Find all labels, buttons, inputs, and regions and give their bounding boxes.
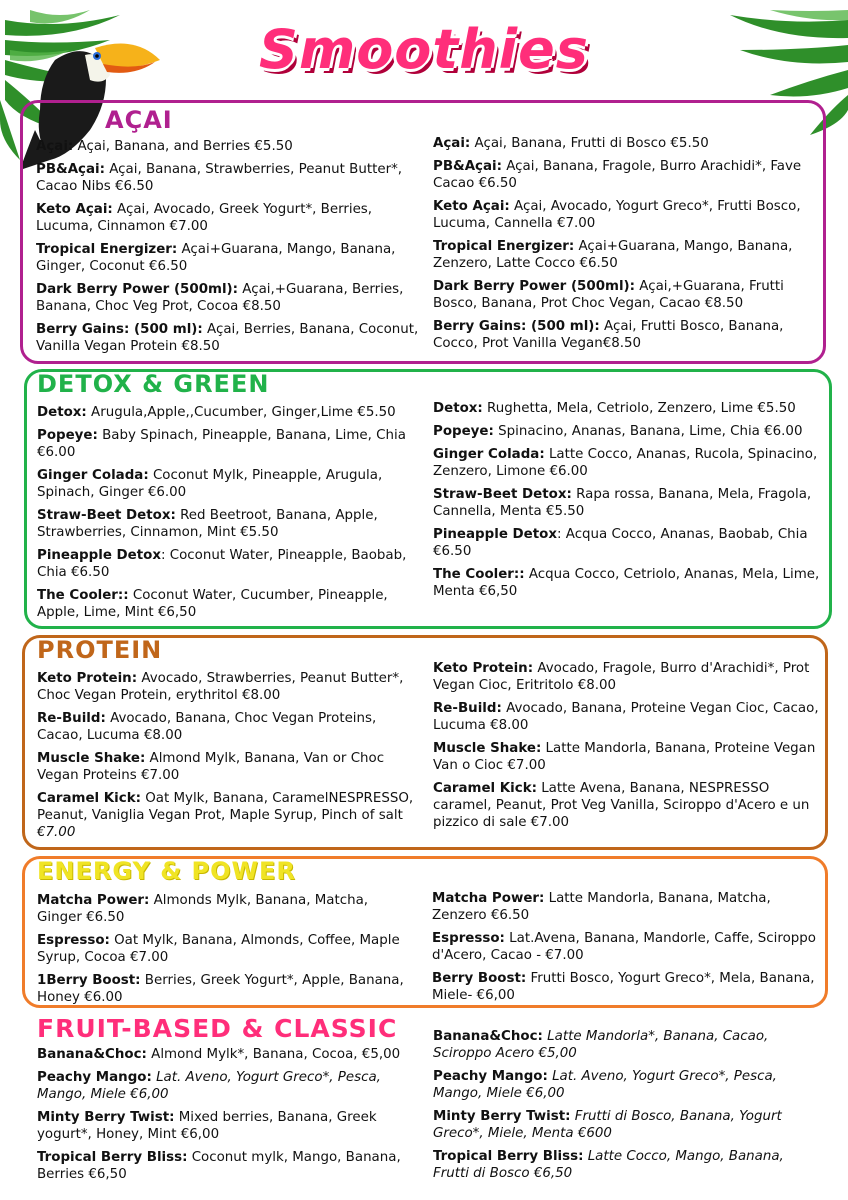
menu-item-name: Tropical Energizer: [36,242,178,257]
menu-item-name: Straw-Beet Detox: [37,508,176,523]
menu-item-description: Almond Mylk*, Banana, Cocoa, €5,00 [146,1047,401,1062]
menu-item-name: Ginger Colada: [37,468,149,483]
menu-item-name: Açai: [36,139,74,154]
menu-item [37,892,417,926]
fruit-left-column [37,1046,427,1189]
menu-item-name: Tropical Berry Bliss: [37,1150,188,1165]
menu-item-description: Latte Mandorla, Banana, Matcha, Zenzero €6.50 [432,891,771,923]
menu-item-description: Açai, Frutti Bosco, Banana, Cocco, Prot Vanilla Vegan€8.50 [433,319,784,351]
menu-item [37,972,417,1006]
menu-item [36,241,424,275]
acai-left-column [36,138,424,361]
menu-item-description: Arugula,Apple,,Cucumber, Ginger,Lime €5.50 [86,405,396,420]
menu-item-name: Matcha Power: [37,893,150,908]
menu-item [432,970,822,1004]
menu-item [37,547,427,581]
menu-item-description: Oat Mylk, Banana, Almonds, Coffee, Maple Syrup, Cocoa €7.00 [37,933,400,965]
menu-item [433,1028,823,1062]
menu-item-description: Spinacino, Ananas, Banana, Lime, Chia €6.00 [493,424,803,439]
menu-item-name: Muscle Shake: [37,751,146,766]
menu-item-name: Berry Boost: [432,971,527,986]
menu-item-description: Açai, Banana, Strawberries, Peanut Butter*, Cacao Nibs €6.50 [36,162,403,194]
menu-item-name: Keto Protein: [433,661,534,676]
menu-item-name: Minty Berry Twist: [37,1110,175,1125]
menu-item-name: PB&Açai: [433,159,502,174]
menu-item-description: Lat. Aveno, Yogurt Greco*, Pesca, Mango, Miele €6,00 [37,1070,381,1102]
menu-item-description: Açai,+Guarana, Berries, Banana, Choc Veg Prot, Cocoa €8.50 [36,282,404,314]
menu-item-description: Açai, Avocado, Yogurt Greco*, Frutti Bosco, Lucuma, Cannella €7.00 [433,199,801,231]
menu-item [433,318,818,352]
energy-section-title: ENERGY & POWER [37,857,296,885]
menu-item-description: Frutti Bosco, Yogurt Greco*, Mela, Banana, Miele- €6,00 [432,971,815,1003]
menu-item-name: Ginger Colada: [433,447,545,462]
menu-item [36,321,424,355]
menu-item [433,278,818,312]
menu-item-description: Berries, Greek Yogurt*, Apple, Banana, Honey €6.00 [37,973,404,1005]
menu-item-description: Açai, Banana, Fragole, Burro Arachidi*, Fave Cacao €6.50 [433,159,802,191]
menu-item-name: Banana&Choc: [37,1047,147,1062]
menu-item [37,670,417,704]
menu-item-name: Detox: [433,401,483,416]
menu-item-name: The Cooler:: [37,588,129,603]
menu-item-description: Coconut Mylk, Pineapple, Arugula, Spinach, Ginger €6.00 [37,468,383,500]
menu-item-description: Avocado, Banana, Proteine Vegan Cioc, Cacao, Lucuma €8.00 [433,701,819,733]
menu-item-description: Oat Mylk, Banana, CaramelNESPRESSO, Peanut, Vaniglia Vegan Prot, Maple Syrup, Pinch of salt [37,791,414,823]
menu-item [37,1109,427,1143]
menu-item-description: Açai, Berries, Banana, Coconut, Vanilla Vegan Protein €8.50 [36,322,419,354]
menu-item-name: Straw-Beet Detox: [433,487,572,502]
acai-right-column [433,135,818,358]
menu-item [433,1068,823,1102]
protein-right-column [433,660,823,837]
menu-item [432,890,822,924]
menu-item-description: Latte Cocco, Mango, Banana, Frutti di Bosco €6,50 [433,1149,784,1181]
menu-item-description: Coconut mylk, Mango, Banana, Berries €6,50 [37,1150,401,1182]
menu-item-description: Latte Cocco, Ananas, Rucola, Spinacino, Zenzero, Limone €6.00 [433,447,818,479]
menu-item [433,660,823,694]
menu-item-name: Caramel Kick: [433,781,537,796]
menu-item-description: Baby Spinach, Pineapple, Banana, Lime, Chia €6.00 [37,428,406,460]
acai-section-title: AÇAI [105,106,173,134]
menu-item-name: Peachy Mango: [433,1069,548,1084]
menu-item [433,135,818,152]
menu-item-description: Frutti di Bosco, Banana, Yogurt Greco*, Miele, Menta €600 [433,1109,782,1141]
menu-item-name: Keto Açai: [36,202,113,217]
menu-item-name: Dark Berry Power (500ml): [36,282,239,297]
menu-item [433,198,818,232]
menu-item [37,587,427,621]
menu-item-description: Coconut Water, Cucumber, Pineapple, Apple, Lime, Mint €6,50 [37,588,388,620]
detox-right-column [433,400,823,606]
menu-item-name: Matcha Power: [432,891,545,906]
menu-item [36,138,424,155]
menu-item-description: : Acqua Cocco, Ananas, Baobab, Chia €6.50 [433,527,808,559]
menu-item-name: Keto Açai: [433,199,510,214]
menu-item-description: Açai+Guarana, Mango, Banana, Zenzero, Latte Cocco €6.50 [433,239,793,271]
fruit-section-title: FRUIT-BASED & CLASSIC [37,1014,398,1043]
protein-left-column [37,670,417,847]
menu-item [433,158,818,192]
menu-item [37,932,417,966]
menu-item [36,161,424,195]
detox-left-column [37,404,427,627]
menu-item-name: Espresso: [37,933,110,948]
menu-item [433,400,823,417]
menu-item-description: Açai, Banana, and Berries €5.50 [73,139,293,154]
menu-item-description: Lat. Aveno, Yogurt Greco*, Pesca, Mango, Miele €6,00 [433,1069,777,1101]
energy-left-column [37,892,417,1012]
menu-item-description: Red Beetroot, Banana, Apple, Strawberries, Cinnamon, Mint €5.50 [37,508,378,540]
menu-item-description: Almond Mylk, Banana, Van or Choc Vegan Proteins €7.00 [37,751,385,783]
menu-item [37,1046,427,1063]
menu-item [433,423,823,440]
menu-item-description: Latte Avena, Banana, NESPRESSO caramel, Peanut, Prot Veg Vanilla, Sciroppo d'Acero e un pizzico di sale €7.00 [433,781,810,830]
menu-item-name: Pineapple Detox [37,548,161,563]
menu-item-name: Espresso: [432,931,505,946]
menu-item [37,427,427,461]
menu-item-description: Lat.Avena, Banana, Mandorle, Caffe, Sciroppo d'Acero, Cacao - €7.00 [432,931,816,963]
menu-item-name: Peachy Mango: [37,1070,152,1085]
menu-item [37,790,417,841]
menu-item [433,780,823,831]
menu-item [433,700,823,734]
menu-item-description: : Coconut Water, Pineapple, Baobab, Chia €6.50 [37,548,407,580]
menu-item-description: Latte Mandorla, Banana, Proteine Vegan Van o Cioc €7.00 [433,741,816,773]
menu-item-description: Latte Mandorla*, Banana, Cacao, Sciroppo Acero €5,00 [433,1029,769,1061]
menu-item-name: Popeye: [433,424,494,439]
menu-item [36,201,424,235]
menu-item [433,238,818,272]
menu-item [433,740,823,774]
energy-right-column [432,890,822,1010]
menu-item [37,1149,427,1183]
menu-item-name: Banana&Choc: [433,1029,543,1044]
menu-item-name: 1Berry Boost: [37,973,141,988]
menu-item-description: Açai,+Guarana, Frutti Bosco, Banana, Prot Choc Vegan, Cacao €8.50 [433,279,784,311]
menu-item-name: Re-Build: [433,701,502,716]
menu-item-name: Tropical Energizer: [433,239,575,254]
menu-item [433,526,823,560]
menu-item-name: Re-Build: [37,711,106,726]
menu-item-name: Açai: [433,136,471,151]
menu-item [433,1148,823,1182]
menu-item [36,281,424,315]
menu-item [433,1108,823,1142]
menu-item [433,486,823,520]
menu-item-description: Avocado, Fragole, Burro d'Arachidi*, Prot Vegan Cioc, Eritritolo €8.00 [433,661,810,693]
protein-section-title: PROTEIN [37,636,163,664]
menu-item [433,446,823,480]
menu-item [37,710,417,744]
menu-item-name: Berry Gains: (500 ml): [433,319,600,334]
menu-item-description: Acqua Cocco, Cetriolo, Ananas, Mela, Lime, Menta €6,50 [433,567,820,599]
menu-item-name: Dark Berry Power (500ml): [433,279,636,294]
menu-item [37,467,427,501]
menu-item-name: The Cooler:: [433,567,525,582]
menu-item-price: €7.00 [37,825,76,840]
menu-item-name: Berry Gains: (500 ml): [36,322,203,337]
menu-item [37,404,427,421]
menu-item [433,566,823,600]
menu-item-name: Popeye: [37,428,98,443]
menu-item-name: Minty Berry Twist: [433,1109,571,1124]
menu-item-description: Mixed berries, Banana, Greek yogurt*, Honey, Mint €6,00 [37,1110,377,1142]
detox-section-title: DETOX & GREEN [37,370,270,398]
menu-item [432,930,822,964]
menu-item-description: Açai, Banana, Frutti di Bosco €5.50 [470,136,709,151]
menu-item-description: Avocado, Strawberries, Peanut Butter*, Choc Vegan Protein, erythritol €8.00 [37,671,404,703]
menu-item-name: Tropical Berry Bliss: [433,1149,584,1164]
page-title: Smoothies [259,18,589,81]
menu-item-description: Açai, Avocado, Greek Yogurt*, Berries, Lucuma, Cinnamon €7.00 [36,202,373,234]
menu-item-name: Caramel Kick: [37,791,141,806]
menu-item [37,1069,427,1103]
menu-item-name: Keto Protein: [37,671,138,686]
menu-item-name: PB&Açai: [36,162,105,177]
menu-item-description: Rapa rossa, Banana, Mela, Fragola, Cannella, Menta €5.50 [433,487,812,519]
menu-item-name: Muscle Shake: [433,741,542,756]
menu-item-description: Avocado, Banana, Choc Vegan Proteins, Cacao, Lucuma €8.00 [37,711,377,743]
menu-item [37,750,417,784]
menu-item [37,507,427,541]
menu-item-description: Almonds Mylk, Banana, Matcha, Ginger €6.50 [37,893,369,925]
menu-item-description: Açai+Guarana, Mango, Banana, Ginger, Coconut €6.50 [36,242,396,274]
menu-item-description: Rughetta, Mela, Cetriolo, Zenzero, Lime €5.50 [482,401,796,416]
fruit-right-column [433,1028,823,1188]
menu-item-name: Pineapple Detox [433,527,557,542]
menu-item-name: Detox: [37,405,87,420]
